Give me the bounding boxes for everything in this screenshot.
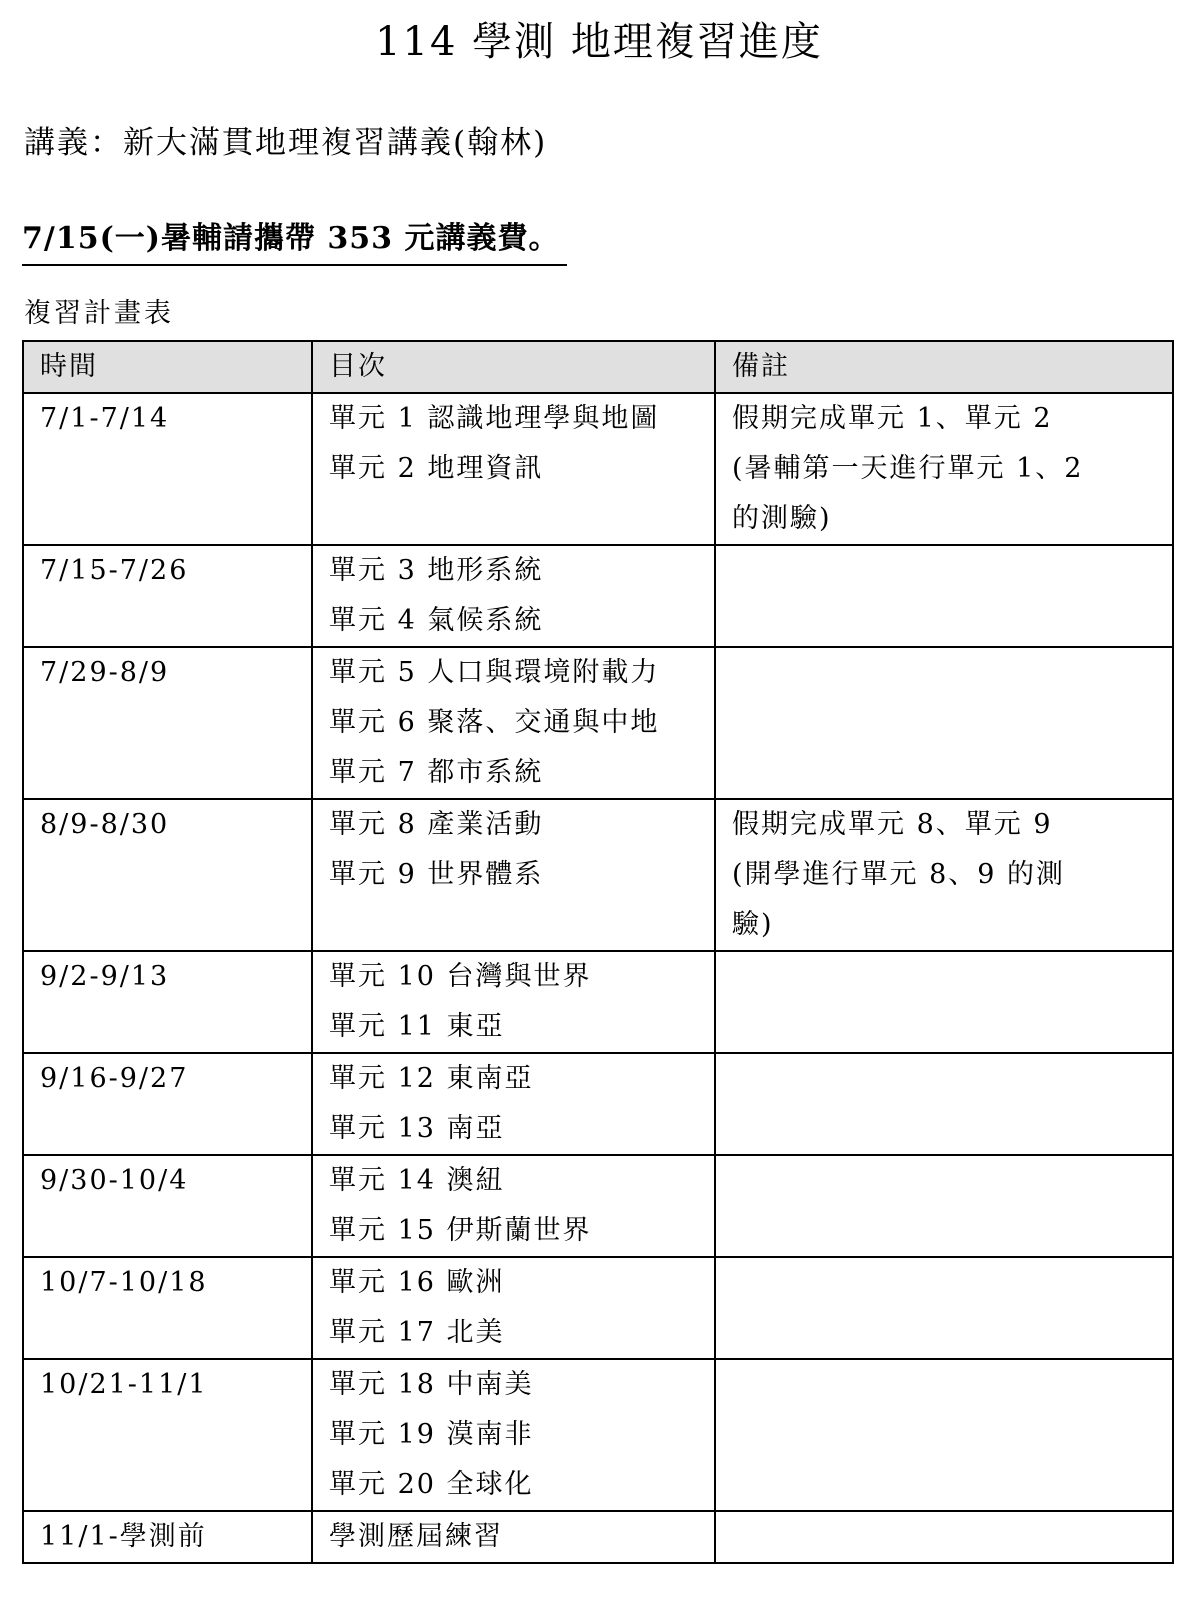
header-units: 目次 — [312, 341, 715, 393]
unit-text: 單元 15 伊斯蘭世界 — [329, 1215, 592, 1246]
unit-text: 單元 5 人口與環境附載力 — [329, 657, 660, 688]
cell-units — [312, 1053, 715, 1155]
unit-text: 單元 10 台灣與世界 — [329, 961, 592, 992]
cell-time — [23, 1155, 312, 1257]
unit-text: 單元 1 認識地理學與地圖 — [329, 403, 660, 434]
plan-label: 複習計畫表 — [24, 298, 174, 329]
cell-notes — [715, 1257, 1173, 1359]
time-text: 9/16-9/27 — [40, 1063, 189, 1094]
unit-text: 學測歷屆練習 — [329, 1521, 503, 1552]
table-body — [23, 393, 1173, 1563]
note-text: 驗) — [732, 909, 774, 940]
cell-units — [312, 1511, 715, 1563]
table-row — [23, 1155, 1173, 1257]
unit-text: 單元 6 聚落、交通與中地 — [329, 707, 660, 738]
time-text: 11/1-學測前 — [40, 1521, 207, 1552]
cell-time — [23, 1053, 312, 1155]
header-notes: 備註 — [715, 341, 1173, 393]
cell-units — [312, 393, 715, 545]
cell-units — [312, 545, 715, 647]
time-text: 10/21-11/1 — [40, 1369, 208, 1400]
unit-text: 單元 3 地形系統 — [329, 555, 544, 586]
time-text: 7/15-7/26 — [40, 555, 189, 586]
time-text: 10/7-10/18 — [40, 1267, 208, 1298]
cell-units — [312, 799, 715, 951]
cell-notes — [715, 1053, 1173, 1155]
page-title: 114 學測 地理複習進度 — [375, 19, 823, 65]
time-text: 8/9-8/30 — [40, 809, 170, 840]
review-plan-table — [22, 340, 1174, 1564]
time-text: 9/2-9/13 — [40, 961, 170, 992]
cell-time — [23, 1359, 312, 1511]
cell-notes — [715, 647, 1173, 799]
cell-time — [23, 647, 312, 799]
unit-text: 單元 13 南亞 — [329, 1113, 505, 1144]
note-text: (暑輔第一天進行單元 1、2 — [732, 453, 1084, 484]
cell-time — [23, 545, 312, 647]
cell-time — [23, 393, 312, 545]
note-text: 假期完成單元 1、單元 2 — [732, 403, 1053, 434]
unit-text: 單元 14 澳紐 — [329, 1165, 505, 1196]
table-row — [23, 1359, 1173, 1511]
table-row — [23, 951, 1173, 1053]
unit-text: 單元 18 中南美 — [329, 1369, 534, 1400]
table-row — [23, 393, 1173, 545]
unit-text: 單元 19 漠南非 — [329, 1419, 534, 1450]
table-row — [23, 1257, 1173, 1359]
time-text: 7/1-7/14 — [40, 403, 170, 434]
note-text: 假期完成單元 8、單元 9 — [732, 809, 1053, 840]
cell-notes — [715, 1155, 1173, 1257]
time-text: 7/29-8/9 — [40, 657, 170, 688]
unit-text: 單元 12 東南亞 — [329, 1063, 534, 1094]
cell-notes — [715, 1359, 1173, 1511]
cell-notes — [715, 951, 1173, 1053]
handout-line: 講義：新大滿貫地理複習講義(翰林) — [24, 125, 548, 161]
time-text: 9/30-10/4 — [40, 1165, 189, 1196]
table-row — [23, 799, 1173, 951]
table-row — [23, 545, 1173, 647]
cell-time — [23, 799, 312, 951]
table-row — [23, 647, 1173, 799]
unit-text: 單元 17 北美 — [329, 1317, 505, 1348]
cell-time — [23, 1257, 312, 1359]
cell-units — [312, 951, 715, 1053]
unit-text: 單元 11 東亞 — [329, 1011, 505, 1042]
cell-units — [312, 1155, 715, 1257]
table-row — [23, 1511, 1173, 1563]
header-time: 時間 — [23, 341, 312, 393]
cell-notes — [715, 799, 1173, 951]
note-text: 的測驗) — [732, 503, 832, 534]
unit-text: 單元 16 歐洲 — [329, 1267, 505, 1298]
table-row — [23, 1053, 1173, 1155]
cell-time — [23, 1511, 312, 1563]
cell-notes — [715, 1511, 1173, 1563]
unit-text: 單元 20 全球化 — [329, 1469, 534, 1500]
unit-text: 單元 4 氣候系統 — [329, 605, 544, 636]
cell-notes — [715, 545, 1173, 647]
fee-notice: 7/15(一)暑輔請攜帶 353 元講義費。 — [22, 214, 567, 266]
unit-text: 單元 7 都市系統 — [329, 757, 544, 788]
table-header-row — [23, 341, 1173, 393]
cell-time — [23, 951, 312, 1053]
cell-units — [312, 647, 715, 799]
unit-text: 單元 2 地理資訊 — [329, 453, 544, 484]
unit-text: 單元 9 世界體系 — [329, 859, 544, 890]
unit-text: 單元 8 產業活動 — [329, 809, 544, 840]
cell-units — [312, 1359, 715, 1511]
cell-notes — [715, 393, 1173, 545]
note-text: (開學進行單元 8、9 的測 — [732, 859, 1066, 890]
cell-units — [312, 1257, 715, 1359]
